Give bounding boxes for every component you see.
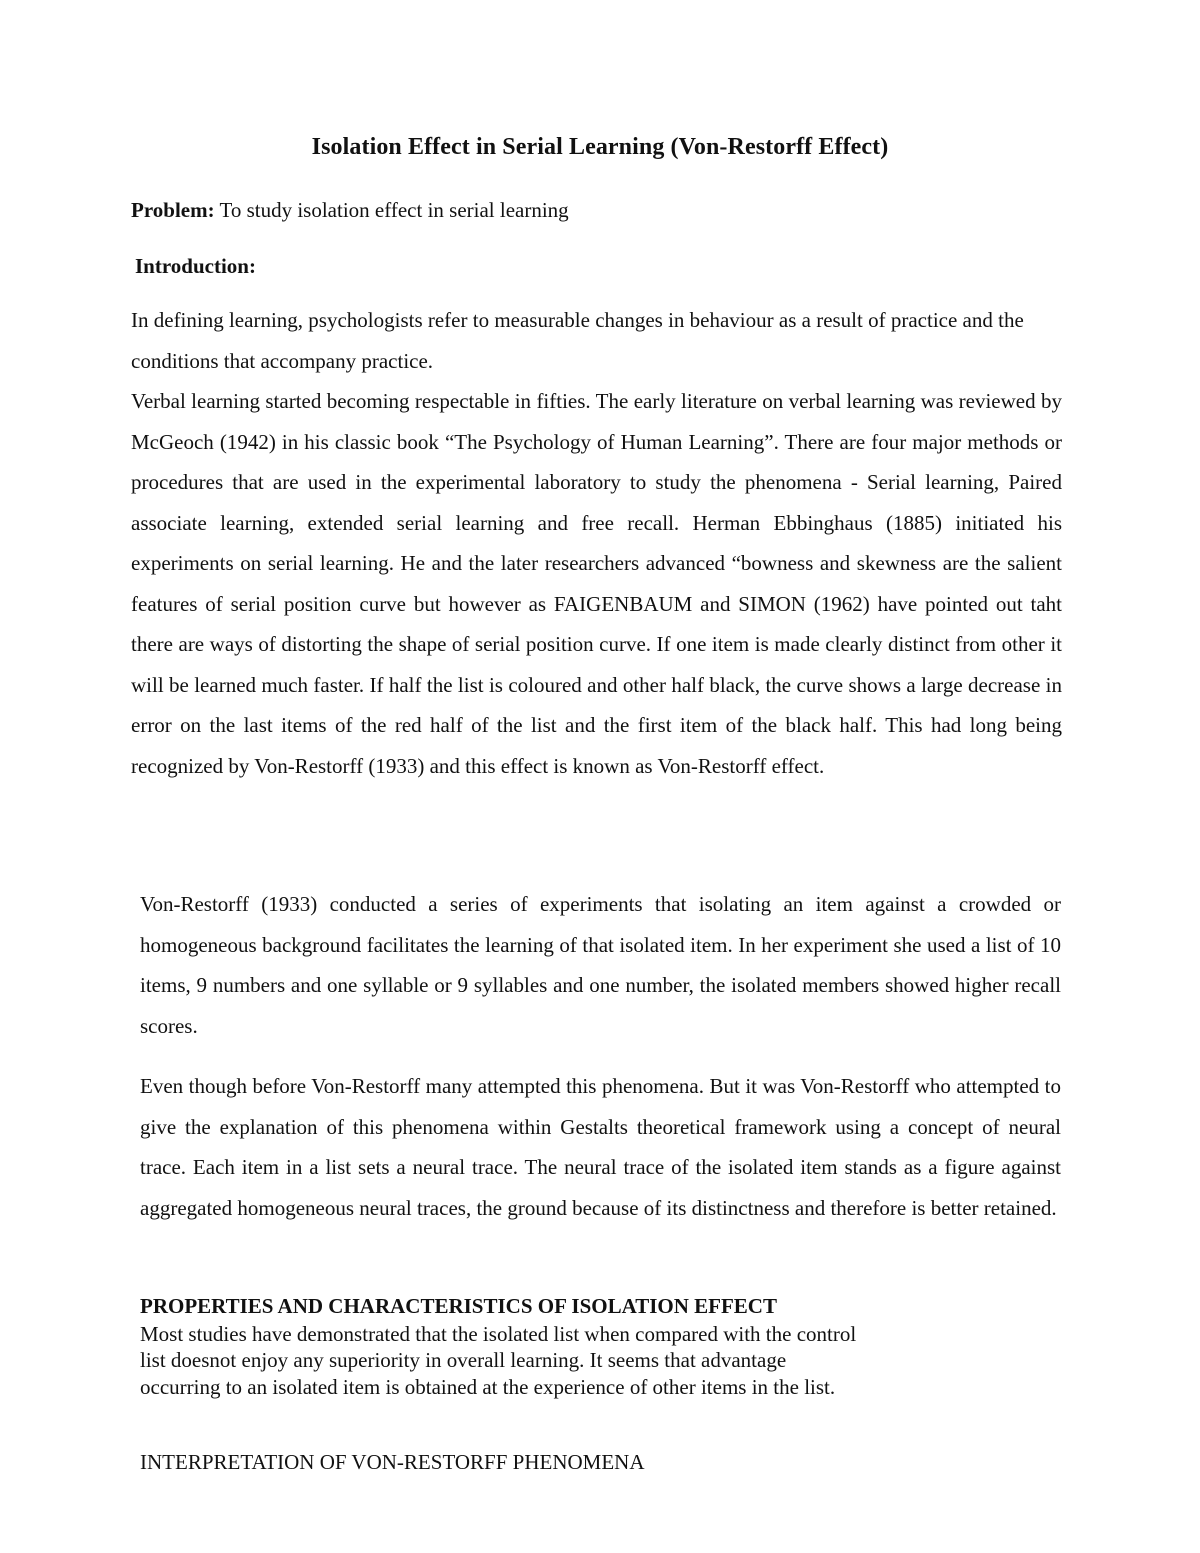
problem-statement (131, 198, 569, 223)
properties-heading: PROPERTIES AND CHARACTERISTICS OF ISOLATION EFFECT (140, 1294, 777, 1318)
interpretation-heading: INTERPRETATION OF VON-RESTORFF PHENOMENA (140, 1450, 645, 1474)
problem-text: To study isolation effect in serial learning (214, 198, 569, 222)
paragraph-verbal-learning: Verbal learning started becoming respectable in fifties. The early literature on verbal learning was reviewed by McGeoch (1942) in his classic book “The Psychology of Human Learning”. There are four major methods or procedures that are used in the experimental laboratory to study the phenomena - Serial learning, Paired associate learning, extended serial learning and free recall. Herman Ebbinghaus (1885) initiated his experiments on serial learning. He and the later researchers advanced “bowness and skewness are the salient features of serial position curve but however as FAIGENBAUM and SIMON (1962) have pointed out taht there are ways of distorting the shape of serial position curve. If one item is made clearly distinct from other it will be learned much faster. If half the list is coloured and other half black, the curve shows a large decrease in error on the last items of the red half of the list and the first item of the black half. This had long being recognized by Von-Restorff (1933) and this effect is known as Von-Restorff effect. (131, 389, 1062, 778)
paragraph-von-restorff-experiments: Von-Restorff (1933) conducted a series of experiments that isolating an item against a crowded or homogeneous background facilitates the learning of that isolated item. In her experiment she used a list of 10 items, 9 numbers and one syllable or 9 syllables and one number, the isolated members showed higher recall scores. (140, 892, 1061, 1038)
introduction-heading: Introduction: (135, 254, 256, 278)
properties-paragraph: Most studies have demonstrated that the isolated list when compared with the control list doesnot enjoy any superiority in overall learning. It seems that advantage occurring to an isolated item is obtained at the experience of other items in the list. (140, 1322, 857, 1399)
problem-label: Problem: (131, 198, 215, 222)
paragraph-definition: In defining learning, psychologists refer to measurable changes in behaviour as a result of practice and the conditions that accompany practice. (131, 308, 1024, 373)
paragraph-gestalt-explanation: Even though before Von-Restorff many attempted this phenomena. But it was Von-Restorff who attempted to give the explanation of this phenomena within Gestalts theoretical framework using a concept of neural trace. Each item in a list sets a neural trace. The neural trace of the isolated item stands as a figure against aggregated homogeneous neural traces, the ground because of its distinctness and therefore is better retained. (140, 1074, 1061, 1220)
document-title: Isolation Effect in Serial Learning (Von-Restorff Effect) (311, 134, 889, 160)
